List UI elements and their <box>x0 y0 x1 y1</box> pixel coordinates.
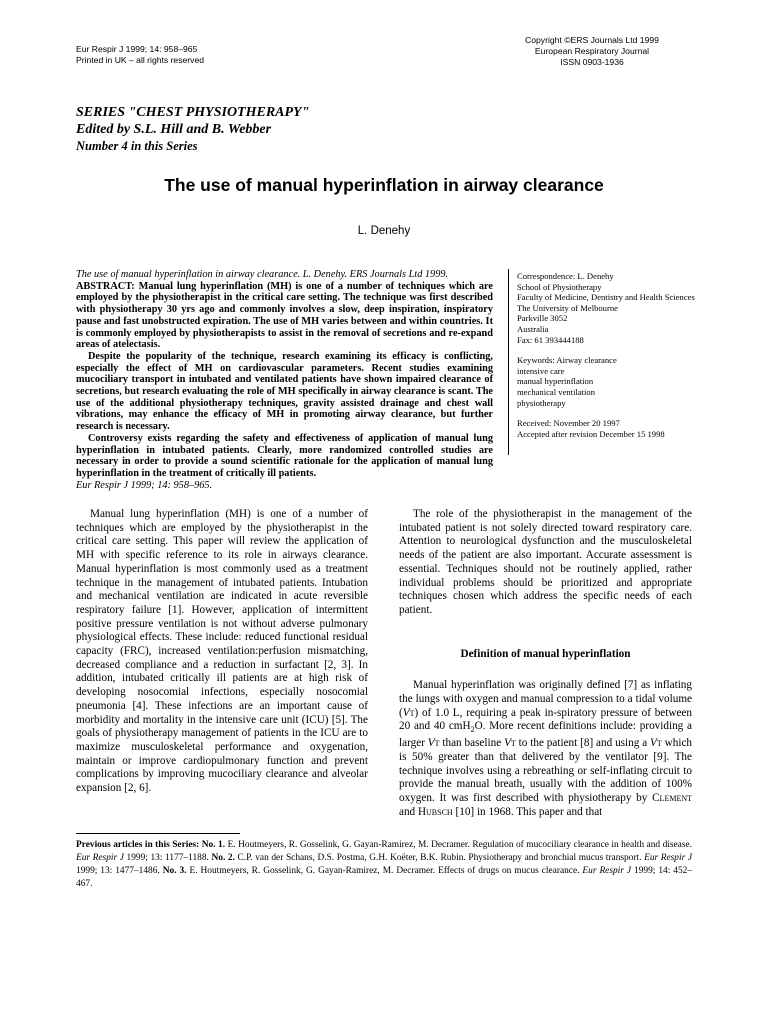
abstract-label: ABSTRACT: <box>76 280 135 292</box>
abstract <box>76 269 493 491</box>
copyright-block <box>492 35 692 68</box>
abstract-journal-ref: Eur Respir J 1999; 14: 958–965. <box>76 479 213 491</box>
body-paragraph-definition: Manual hyperinflation was originally defined [7] as inflating the lungs with oxygen and manual compression to a tidal volume (VT) of 1.0 L, requiring a peak in-spiratory pressure of between 20 and 40 cmH$_2$O. More recent definitions include: providing a larger VT than baseline VT to the patient [8] and using a VT which is 50% greater than that delivered by the ventilator [9]. The technique involves using a rebreathing or self-inflating circuit to provide the manual breath, usually with the addition of 100% oxygen. It was first described with physiotherapy by Clement and Hubsch [10] in 1968. This paper and that <box>399 679 693 818</box>
fax-number: Fax: 61 393444188 <box>517 334 584 345</box>
abstract-para-2: Despite the popularity of the technique, research examining its efficacy is conflicting, especially the effect of MH on cardiovascular parameters. Recent studies examining mucociliary transport in intubated and ventilated patients have shown impaired clearance of secretions, but research evaluating the role of MH specifically in airway clearance is scant. The use of the additional physiotherapy techniques, gravity assisted drainage and chest wall vibrations, may enhance the efficacy of MH in promoting airway clearance, but further research is necessary. <box>76 350 493 433</box>
accepted-date: Accepted after revision December 15 1998 <box>517 428 665 439</box>
keyword-first: Keywords: Airway clearance <box>517 355 617 366</box>
issn: ISSN 0903-1936 <box>560 57 624 67</box>
correspondence-sidebar <box>517 271 695 439</box>
series-title: SERIES "CHEST PHYSIOTHERAPY" <box>76 105 310 120</box>
address-line: Faculty of Medicine, Dentistry and Health Sciences <box>517 292 695 303</box>
body-column-right <box>399 508 692 820</box>
article-author: L. Denehy <box>357 225 411 237</box>
series-number: Number 4 in this Series <box>76 139 198 153</box>
article-title: The use of manual hyperinflation in airway clearance <box>164 175 604 195</box>
series-footnote: Previous articles in this Series: No. 1. E. Houtmeyers, R. Gosselink, G. Gayan-Ramirez, M. Decramer. Regulation of mucociliary clearance in health and disease. Eur Respir J 1999; 13: 1177–1188. No. 2. C.P. van der Schans, D.S. Postma, G.H. Koëter, B.K. Rubin. Physiotherapy and bronchial mucus transport. Eur Respir J 1999; 13: 1477–1486. No. 3. E. Houtmeyers, R. Gosselink, G. Gayan-Ramirez, M. Decramer. Effects of drugs on mucus clearance. Eur Respir J 1999; 14: 452–467. <box>76 840 693 889</box>
address-line: Australia <box>517 323 549 334</box>
series-editors: Edited by S.L. Hill and B. Webber <box>76 122 272 137</box>
footnote-label: Previous articles in this Series: <box>76 840 200 850</box>
keywords-label: Keywords: <box>517 355 555 366</box>
keyword: intensive care <box>517 365 565 376</box>
cited-author: Clement <box>652 792 692 805</box>
keyword: mechanical ventilation <box>517 386 596 397</box>
cited-author: Hubsch <box>417 805 453 818</box>
series-block <box>76 104 309 155</box>
address-line: School of Physiotherapy <box>517 281 602 292</box>
footnote-rule <box>76 833 240 834</box>
abstract-para-3: Controversy exists regarding the safety and effectiveness of application of manual lung hyperinflation in intubated patients. Clearly, more randomized controlled studies are necessary in order to provide a sound scientific rationale for the application of manual lung hyperinflation in the treatment of critically ill patients. <box>76 432 493 479</box>
abstract-para-1: ABSTRACT: Manual lung hyperinflation (MH) is one of a number of techniques which are employed by the physiotherapist in the critical care setting. The technique was first described with physiotherapy 30 yrs ago and commonly involves a slow, deep inspiration, inspiratory pause and fast unobstructed expiration. The use of MH varies between and within countries. It is commonly employed by physiotherapists to assist in the removal of secretions and re-expand areas of atelectasis. <box>76 280 493 351</box>
correspondence-name: Correspondence: L. Denehy <box>517 271 614 281</box>
body-column-left <box>76 508 368 796</box>
journal-header <box>76 44 204 66</box>
received-date: Received: November 20 1997 <box>517 418 620 429</box>
print-notice: Printed in UK – all rights reserved <box>76 55 205 65</box>
address-line: The University of Melbourne <box>517 302 618 313</box>
body-paragraph: Manual lung hyperinflation (MH) is one of a number of techniques which are employed by the physiotherapist in the critical care setting. This paper will review the application of MH with specific reference to its role in airways clearance. Manual hyperinflation is most commonly used as a treatment technique in the management of intubated patients. Intubation and mechanical ventilation are indicated in acute reversible respiratory failure [1]. However, application of intermittent positive pressure ventilation is not without adverse pulmonary physiological effects. These include: reduced functional residual capacity (FRC), increased ventilation:perfusion mismatching, decreased compliance and a reduction in surfactant [2, 3]. In addition, intubated critically ill patients are at high risk of developing nosocomial infections, especially nosocomial pneumonia [4]. These infections are an important cause of morbidity and mortality in the intensive care unit (ICU) [5]. The goals of physiotherapy management of patients in the ICU are to maximize musculoskeletal performance and oxygenation, maintain or improve cardiopulmonary function and prevent complications by improving mucociliary clearance and alveolar expansion [2, 6]. <box>76 508 368 795</box>
sidebar-divider <box>508 269 509 455</box>
copyright-line: Copyright ©ERS Journals Ltd 1999 <box>525 35 659 45</box>
keyword: physiotherapy <box>517 397 566 408</box>
keyword: manual hyperinflation <box>517 376 594 387</box>
section-heading: Definition of manual hyperinflation <box>460 647 631 660</box>
journal-citation: Eur Respir J 1999; 14: 958–965 <box>76 44 198 54</box>
journal-name: European Respiratory Journal <box>534 46 650 56</box>
body-paragraph: The role of the physiotherapist in the management of the intubated patient is not solely directed toward respiratory care. Attention to neurological dysfunction and the musculoskeletal needs of the patient are also important. Accurate assessment is essential. Techniques should not be routinely applied, rather individual problems should be prioritized and appropriate techniques chosen which address the specific needs of each patient. <box>399 508 692 616</box>
abstract-citation: The use of manual hyperinflation in airway clearance. L. Denehy. ERS Journals Ltd 1999. <box>76 269 449 280</box>
address-line: Parkville 3052 <box>517 313 568 324</box>
